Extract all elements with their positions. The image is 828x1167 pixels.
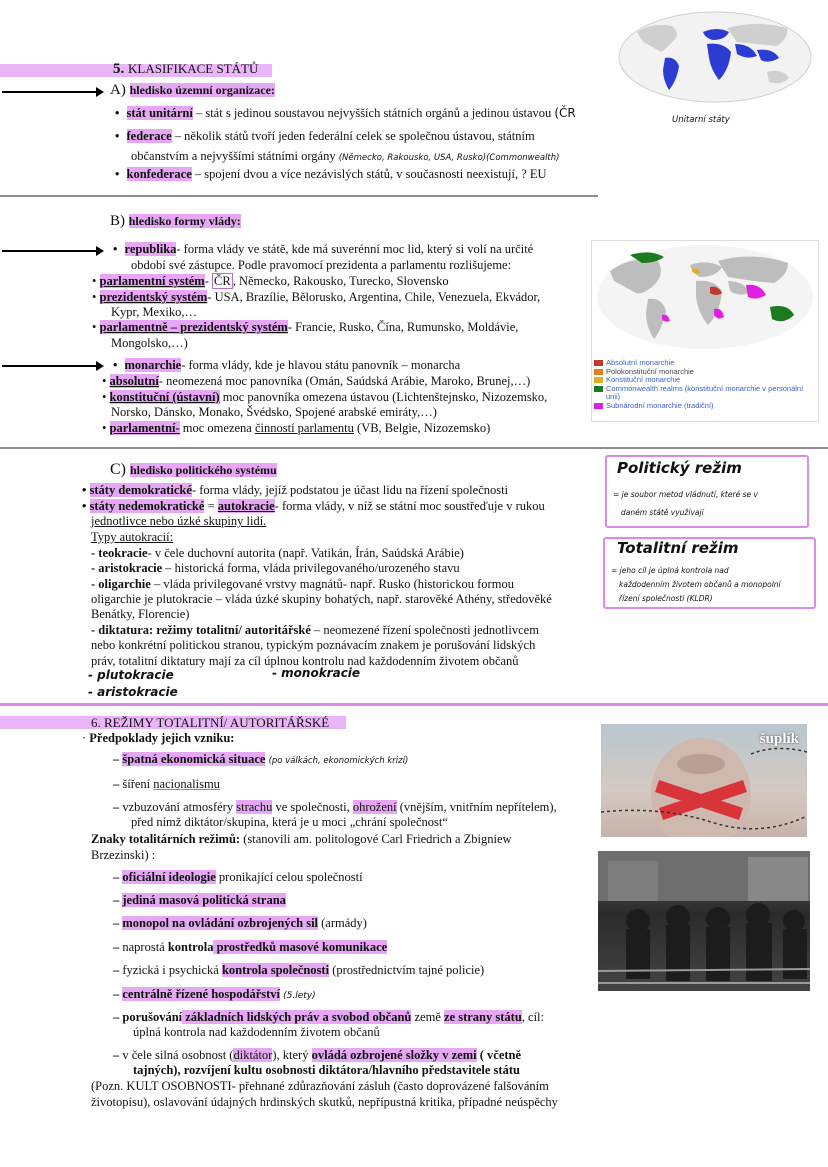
c-type-aristokracie: - aristokracie – historická forma, vláda privilegovaného/urozeného stavu <box>91 561 460 575</box>
mon-konstitucni: • konstituční (ústavní) moc panovníka omezena ústavou (Lichtenštejnsko, Nizozemsko, <box>102 390 548 404</box>
c-olig-cont-2: Benátky, Florencie) <box>91 607 190 621</box>
s6-predpoklady: · Předpoklady jejich vzniku: <box>82 731 235 745</box>
section5-title: 5. KLASIFIKACE STÁTŮ <box>113 61 259 77</box>
divider-3 <box>0 703 828 706</box>
legend-item: Subnárodní monarchie (tradiční) <box>594 402 814 411</box>
cause-strach-cont: před nímž diktátor/skupina, která je u moci „chrání společnost“ <box>131 815 448 829</box>
legend-swatch <box>594 386 603 392</box>
legend-swatch <box>594 403 603 409</box>
arrow-a <box>2 91 102 93</box>
box-totalitni-rezim <box>603 537 816 609</box>
monarchies-map-panel <box>591 240 819 422</box>
sign-diktator-cont: tajných), rozvíjení kultu osobnosti diktátora/hlavního představitele státu <box>133 1063 520 1077</box>
box1-title: Politický režim <box>617 459 742 477</box>
sign-prava-cont: úplná kontrola nad každodenním životem občanů <box>133 1025 380 1039</box>
sign-policie: – fyzická i psychická kontrola společnosti (prostřednictvím tajné policie) <box>113 963 485 977</box>
arrow-republika <box>2 250 102 252</box>
section-b-heading: B) hledisko formy vlády: <box>110 213 241 229</box>
hand-aristokracie: - aristokracie <box>88 685 178 699</box>
legend-item: Absolutní monarchie <box>594 359 814 368</box>
c-diktatura-cont-2: práv, totalitní diktatury mají za cíl úplnou kontrolu nad každodenním životem občanů <box>91 654 519 668</box>
cause-nacionalismus: – šíření nacionalismu <box>113 777 220 791</box>
section-a-heading: A) hledisko územní organizace: <box>110 82 275 98</box>
riot-police-image <box>598 851 810 991</box>
c-type-teokracie: - teokracie- v čele duchovní autorita (např. Vatikán, Írán, Saúdská Arábie) <box>91 546 464 560</box>
rep-parlamentni: • parlamentní systém- ČR , Německo, Rakousko, Turecko, Slovensko <box>92 274 449 288</box>
hand-monokracie: - monokracie <box>272 666 361 680</box>
hand-plutokracie: - plutokracie <box>88 668 174 682</box>
sign-komunikace: – naprostá kontrola prostředků masové komunikace <box>113 940 388 954</box>
legend-item: Konstituční monarchie <box>594 376 814 385</box>
legend-item: Commonwealth realms (konstituční monarchie v personální unii) <box>594 385 814 402</box>
item-republika: • republika- forma vlády ve státě, kde má suverénní moc lid, který si volí na určité <box>113 242 533 258</box>
monarchies-map <box>592 241 818 353</box>
section6-title: 6. REŽIMY TOTALITNÍ/ AUTORITÁŘSKÉ <box>91 715 330 730</box>
box2-line2: každodenním životem občanů a monopolní <box>619 580 781 589</box>
c-diktatura-cont-1: nebo konkrétní politickou stranou, typickým poznávacím znakem je porušování lidských <box>91 638 536 652</box>
suplik-label: šuplík <box>759 731 799 747</box>
rep-prezidentsky: • prezidentský systém- USA, Brazílie, Bělorusko, Argentina, Chile, Venezuela, Ekvádor, <box>92 290 541 304</box>
item-konfederace: • konfederace – spojení dvou a více nezávislých států, v současnosti neexistují, ? EU <box>115 167 547 183</box>
c-typy: Typy autokracií: <box>91 530 174 544</box>
rep-parl-prez-cont: Mongolsko,…) <box>111 336 188 350</box>
legend-item: Polokonstituční monarchie <box>594 368 814 377</box>
map-caption: Unitarní státy <box>672 115 730 125</box>
c-nedem: • státy nedemokratické = autokracie- forma vlády, v níž se státní moc soustřeďuje v rukou <box>82 499 545 513</box>
box2-line1: = jeho cíl je úplná kontrola nad <box>611 566 729 575</box>
mon-absolutni: • absolutní- neomezená moc panovníka (Omán, Saúdská Arábie, Maroko, Brunej,…) <box>102 374 531 388</box>
mon-konstitucni-cont: Norsko, Dánsko, Monako, Švédsko, Spojené arabské emiráty,…) <box>111 405 437 419</box>
box2-title: Totalitní režim <box>617 539 739 557</box>
s6-znaky-cont: Brzezinski) : <box>91 848 156 862</box>
rep-parl-prez: • parlamentně – prezidentský systém- Francie, Rusko, Čína, Rumunsko, Moldávie, <box>92 320 519 334</box>
sign-strana: – jediná masová politická strana <box>113 893 286 907</box>
legend-swatch <box>594 377 603 383</box>
item-unitarni: • stát unitární – stát s jedinou soustavou nejvyšších státních orgánů a jedinou ústavou (ČR <box>115 106 576 122</box>
item-monarchie: • monarchie- forma vlády, kde je hlavou státu panovník – monarcha <box>113 358 460 374</box>
box1-line2: daném státě využívají <box>621 508 704 517</box>
pozn-line-2: životopisu), oslavování údajných hrdinských skutků, nepřípustná kritika, případné neúspěchy <box>91 1095 558 1109</box>
box-politicky-rezim <box>605 455 809 528</box>
legend-swatch <box>594 369 603 375</box>
sign-prava: – porušování základních lidských práv a svobod občanů země ze strany státu, cíl: <box>113 1010 544 1024</box>
divider-1 <box>0 195 598 197</box>
arrow-monarchie <box>2 365 102 367</box>
pozn-line-1: (Pozn. KULT OSOBNOSTI- přehnané zdůrazňování zásluh (často doprovázené falšováním <box>91 1079 549 1093</box>
s6-znaky: Znaky totalitárních režimů: (stanovili am. politologové Carl Friedrich a Zbigniew <box>91 832 512 846</box>
unitary-states-map <box>617 10 813 104</box>
c-diktatura: - diktatura: režimy totalitní/ autoritářské – neomezené řízení společnosti jednotlivcem <box>91 623 539 637</box>
legend-swatch <box>594 360 603 366</box>
censorship-image <box>601 724 807 837</box>
divider-2 <box>0 447 828 449</box>
sign-hospodarstvi: – centrálně řízené hospodářství (5.lety) <box>113 987 316 1001</box>
rep-prezidentsky-cont: Kypr, Mexiko,… <box>111 305 197 319</box>
sign-diktator: – v čele silná osobnost (diktátor), který ovládá ozbrojené složky v zemi ( včetně <box>113 1048 522 1062</box>
riot-police-graphic <box>598 851 810 991</box>
mon-parlamentni: • parlamentní- moc omezena činností parlamentu (VB, Belgie, Nizozemsko) <box>102 421 491 435</box>
c-nedem-cont: jednotlivce nebo úzké skupiny lidí. <box>91 514 267 528</box>
section-c-heading: C) hledisko politického systému <box>110 461 277 478</box>
sign-monopol: – monopol na ovládání ozbrojených sil (armády) <box>113 916 367 930</box>
box2-line3: řízení společnosti (KLDR) <box>619 594 713 603</box>
item-federace: • federace – několik států tvoří jeden federální celek se společnou ústavou, státním <box>115 129 535 145</box>
box1-line1: = je soubor metod vládnutí, které se v <box>613 490 758 499</box>
cause-strach: – vzbuzování atmosféry strachu ve společnosti, ohrožení (vnějším, vnitřním nepřítelem), <box>113 800 557 814</box>
item-republika-cont: období své zástupce. Podle pravomocí prezidenta a parlamentu rozlišujeme: <box>131 258 512 272</box>
monarchies-legend <box>592 353 818 410</box>
cause-ekonomika: – špatná ekonomická situace (po válkách, ekonomických krizí) <box>113 752 409 766</box>
item-federace-cont: občanstvím a nejvyššími státními orgány (Německo, Rakousko, USA, Rusko)(Commonwealth) <box>131 149 560 163</box>
c-olig-cont-1: oligarchie je plutokracie – vláda úzké skupiny bohatých, např. starověké Athény, středověké <box>91 592 552 606</box>
c-type-oligarchie: - oligarchie – vláda privilegované vrstvy magnátů- např. Rusko (historickou formou <box>91 577 514 591</box>
c-dem: • státy demokratické- forma vlády, jejíž podstatou je účast lidu na řízení společnosti <box>82 483 509 497</box>
sign-ideologie: – oficiální ideologie pronikající celou společností <box>113 870 363 884</box>
